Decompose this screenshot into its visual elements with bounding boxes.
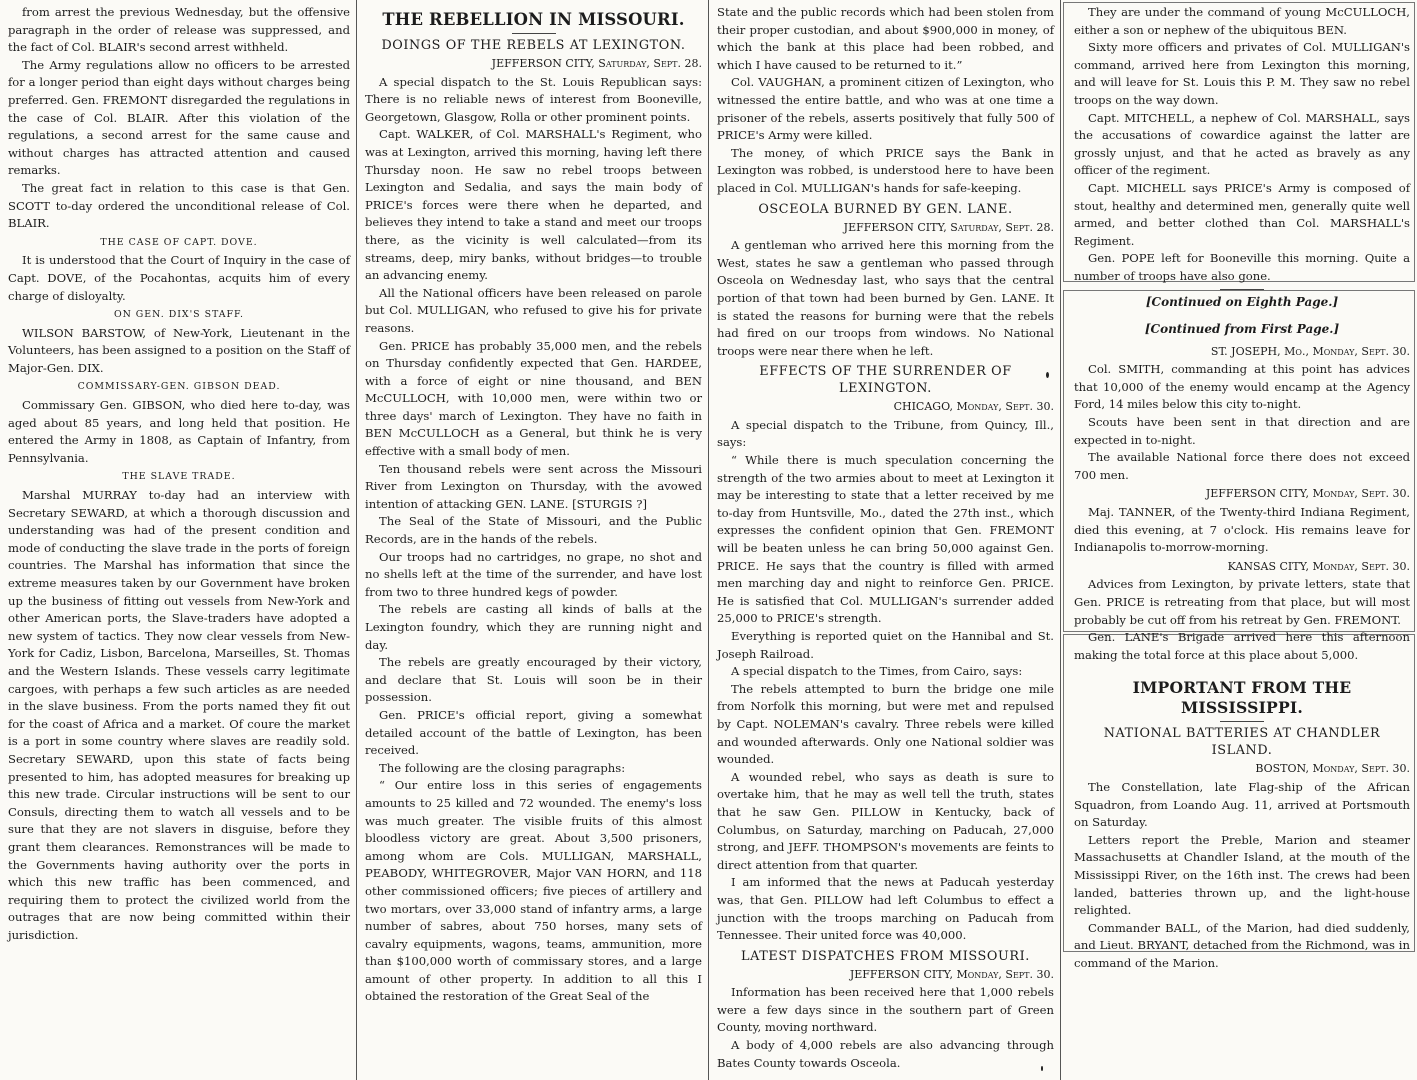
paragraph: A special dispatch to the Times, from Cairo, says: <box>731 664 1023 679</box>
subhead-dix-staff: ON GEN. DIX'S STAFF. <box>113 309 245 321</box>
paragraph: Information has been received here that 1,000 rebels were a few days since in the southern part of Green County, moving northward. <box>717 985 1054 1035</box>
paragraph: A gentleman who arrived here this morning from the West, states he saw a gentleman who passed through Osceola on Wednesday last, who says that the central portion of that town had been burned by Gen. LANE. It is stated the reasons for burning were that the rebels had fired on our troops from windows. No National troops were near there when he left. <box>717 238 1054 358</box>
dateline: ST. JOSEPH, Mo., Monday, Sept. 30. <box>1210 344 1410 358</box>
paragraph: Everything is reported quiet on the Hannibal and St. Joseph Railroad. <box>717 629 1054 661</box>
paragraph: The Constellation, late Flag-ship of the African Squadron, from Loando Aug. 11, arrived at Portsmouth on Saturday. <box>1074 779 1410 830</box>
ink-speck <box>1046 372 1049 378</box>
paragraph: The money, of which PRICE says the Bank in Lexington was robbed, is understood here to have been placed in Col. MULLIGAN's hands for safe-keeping. <box>717 145 1054 195</box>
paragraph: Commissary Gen. GIBSON, who died here to-day, was aged about 85 years, and long held that position. He entered the Army in 1808, as Captain of Infantry, from Pennsylvania. <box>8 398 350 465</box>
dateline: KANSAS CITY, Monday, Sept. 30. <box>1227 559 1410 573</box>
paragraph: “ While there is much speculation concerning the strength of the two armies about to meet at Lexington it may be interesting to state that a letter received by me to-day from Huntsville, Mo., dated the 27th inst., which expresses the confident opinion that Gen. FREMONT will be beaten unless he can bring 50,000 against Gen. PRICE. He says that the country is filled with armed men marching day and night to reinforce Gen. PRICE. He is satisfied that Col. MULLIGAN's surrender added 25,000 to PRICE's strength. <box>717 453 1054 626</box>
column-3 <box>709 0 1060 1080</box>
paragraph: A special dispatch to the Tribune, from Quincy, Ill., says: <box>717 417 1054 450</box>
paragraph: All the National officers have been released on parole but Col. MULLIGAN, who refused to give his for private reasons. <box>365 285 702 335</box>
paragraph: The Seal of the State of Missouri, and the Public Records, are in the hands of the rebels. <box>365 514 702 547</box>
paragraph: A body of 4,000 rebels are also advancing through Bates County towards Osceola. <box>717 1038 1054 1070</box>
paragraph: The rebels are greatly encouraged by their victory, and declare that St. Louis will soon be in their possession. <box>365 655 702 705</box>
paragraph: Gen. PRICE's official report, giving a somewhat detailed account of the battle of Lexington, has been received. <box>365 707 702 758</box>
column-rule-3 <box>1060 0 1061 1080</box>
column-1 <box>0 0 356 1080</box>
paragraph: WILSON BARSTOW, of New-York, Lieutenant in the Volunteers, has been assigned to a position on the Staff of Major-Gen. DIX. <box>8 325 350 375</box>
headline-rule <box>1220 721 1264 722</box>
paragraph: Advices from Lexington, by private letters, state that Gen. PRICE is retreating from that place, but will most probably be cut off from his retreat by Gen. FREMONT. <box>1074 577 1410 627</box>
paragraph: I am informed that the news at Paducah yesterday was, that Gen. PILLOW had left Columbus to effect a junction with the troops marching on Paducah from Tennessee. Their united force was 40,000. <box>717 875 1054 943</box>
headline-rule <box>512 33 556 34</box>
paragraph: Marshal MURRAY to-day had an interview with Secretary SEWARD, at which a thorough discussion and understanding was had of the present condition and mode of conducting the slave trade in the ports of foreign countries. The Marshal has information that since the extreme measures taken by our Government have broken up the business of fitting out vessels from New-York and other American ports, the Slave-traders have adopted a new system of tactics. They now clear vessels from New-York for Cadiz, Lisbon, Barcelona, Marseilles, St. Thomas and the Western Islands. These vessels carry legitimate cargoes, with perhaps a few such articles as are needed in the slave business. From the ports named they fit out for the coast of Africa and a market. Of coure the market is a port in some country where slaves are readily sold. Secretary SEWARD, upon this state of facts being presented to him, has adopted measures for breaking up this new trade. Circular instructions will be sent to our Consuls, directing them to watch all vessels and to be sure that they are not slavers in disguise, before they grant them clearances. Remonstrances will be made to the Governments having authority over the ports in which this new traffic has been commenced, and requiring them to protect the civilized world from the outrages that are now being committed within their jurisdiction. <box>8 488 350 942</box>
paragraph: Col. SMITH, commanding at this point has advices that 10,000 of the enemy would encamp at the Agency Ford, 14 miles below this city to-night. <box>1074 362 1410 412</box>
paragraph: Scouts have been sent in that direction and are expected in to-night. <box>1074 415 1410 447</box>
continued-from-first-page: [Continued from First Page.] <box>1144 322 1340 337</box>
paragraph: State and the public records which had been stolen from their proper custodian, and about $900,000 in money, of which the bank at this place had been robbed, and which I have caused to be returned to it.” <box>717 5 1054 72</box>
paragraph: A special dispatch to the St. Louis Republican says: There is no reliable news of interest from Booneville, Georgetown, Glasgow, Rolla or other prominent points. <box>365 74 702 124</box>
dateline: JEFFERSON CITY, Saturday, Sept. 28. <box>491 57 702 70</box>
paragraph: Capt. WALKER, of Col. MARSHALL's Regiment, who was at Lexington, arrived this morning, having left there Thursday noon. He saw no rebel troops between Lexington and Sedalia, and says the main body of PRICE's forces were there when he departed, and believes they intend to take a stand and meet our troops there, as the vicinity is well calculated—from its streams, deep, miry banks, without bridges—to trouble an advancing enemy. <box>365 127 702 283</box>
column-2 <box>357 0 708 1080</box>
dateline: JEFFERSON CITY, Saturday, Sept. 28. <box>843 220 1054 234</box>
headline-osceola-burned: OSCEOLA BURNED BY GEN. LANE. <box>758 201 1013 217</box>
headline-latest-dispatches: LATEST DISPATCHES FROM MISSOURI. <box>741 948 1030 964</box>
paragraph: “ Our entire loss in this series of engagements amounts to 25 killed and 72 wounded. The enemy's loss was much greater. The visible fruits of this almost bloodless victory are great. About 3,500 prisoners, among whom are Cols. MULLIGAN, MARSHALL, PEABODY, WHITEGROVER, Major VAN HORN, and 118 other commissioned officers; five pieces of artillery and two mortars, over 33,000 stand of infantry arms, a large number of sabres, about 750 horses, many sets of cavalry equipments, wagons, teams, ammunition, more than $100,000 worth of commissary stores, and a large amount of other property. In addition to all this I obtained the restoration of the Great Seal of the <box>365 778 702 1004</box>
ink-speck <box>1041 1066 1043 1071</box>
paragraph: The great fact in relation to this case is that Gen. SCOTT to-day ordered the unconditional release of Col. BLAIR. <box>8 180 350 231</box>
column-4 <box>1064 0 1416 1080</box>
paragraph: from arrest the previous Wednesday, but the offensive paragraph in the order of release was suppressed, and the fact of Col. BLAIR's second arrest withheld. <box>8 5 350 55</box>
paragraph: Gen. LANE's Brigade arrived here this afternoon making the total force at this place about 5,000. <box>1074 630 1410 662</box>
paragraph: Letters report the Preble, Marion and steamer Massachusetts at Chandler Island, at the mouth of the Mississippi River, on the 16th inst. The crews had been landed, batteries thrown up, and the light-house relighted. <box>1074 832 1410 918</box>
paragraph: The Army regulations allow no officers to be arrested for a longer period than eight days without charges being preferred. Gen. FREMONT disregarded the regulations in the case of Col. BLAIR. After this violation of the regulations, a second arrest for the same cause and without charges has attracted attention and caused remarks. <box>8 57 350 178</box>
headline-effects-surrender: EFFECTS OF THE SURRENDER OF LEXINGTON. <box>759 364 1012 397</box>
paragraph: The available National force there does not exceed 700 men. <box>1074 450 1410 482</box>
paragraph: Gen. POPE left for Booneville this morning. Quite a number of troops have also gone. <box>1074 251 1410 283</box>
paragraph: Capt. MITCHELL, a nephew of Col. MARSHALL, says the accusations of cowardice against the latter are grossly unjust, and that he acted as bravely as any officer of the regiment. <box>1074 110 1410 178</box>
paragraph: Maj. TANNER, of the Twenty-third Indiana Regiment, died this evening, at 7 o'clock. His remains leave for Indianapolis to-morrow-morning. <box>1074 505 1410 555</box>
paragraph: The following are the closing paragraphs: <box>379 760 626 775</box>
paragraph: Commander BALL, of the Marion, had died suddenly, and Lieut. BRYANT, detached from the Richmond, was in command of the Marion. <box>1074 920 1410 970</box>
paragraph: The rebels attempted to burn the bridge one mile from Norfolk this morning, but were met and repulsed by Capt. NOLEMAN's cavalry. Three rebels were killed and wounded afterwards. Only one National soldier was wounded. <box>717 681 1054 767</box>
subhead-national-batteries: NATIONAL BATTERIES AT CHANDLER ISLAND. <box>1103 726 1381 759</box>
paragraph: The rebels are casting all kinds of balls at the Lexington foundry, which they are running night and day. <box>365 602 702 652</box>
dateline: BOSTON, Monday, Sept. 30. <box>1255 762 1410 776</box>
paragraph: Gen. PRICE has probably 35,000 men, and the rebels on Thursday confidently expected that Gen. HARDEE, with a force of eight or nine thousand, and BEN McCULLOCH, with 10,000 men, were within two or three days' march of Lexington. They have no faith in BEN McCULLOCH as a General, but think he is very effective with a small body of men. <box>365 338 702 459</box>
subhead-gibson-dead: COMMISSARY-GEN. GIBSON DEAD. <box>77 381 281 393</box>
paragraph: Ten thousand rebels were sent across the Missouri River from Lexington on Thursday, with the avowed intention of attacking GEN. LANE. [STURGIS ?] <box>365 461 702 511</box>
subhead-doings-lexington: DOINGS OF THE REBELS AT LEXINGTON. <box>381 38 686 53</box>
subhead-slave-trade: THE SLAVE TRADE. <box>122 471 236 483</box>
paragraph: Sixty more officers and privates of Col. MULLIGAN's command, arrived here from Lexington this morning, and will leave for St. Louis this P. M. They saw no rebel troops on the way down. <box>1074 40 1410 107</box>
paragraph: They are under the command of young McCULLOCH, either a son or nephew of the ubiquitous BEN. <box>1074 5 1410 37</box>
paragraph: It is understood that the Court of Inquiry in the case of Capt. DOVE, of the Pocahontas, acquits him of every charge of disloyalty. <box>8 253 350 303</box>
paragraph: A wounded rebel, who says as death is sure to overtake him, that he may as well tell the truth, states that he saw Gen. PILLOW in Kentucky, back of Columbus, on Saturday, marching on Paducah, 27,000 strong, and JEFF. THOMPSON's movements are feints to direct attention from that quarter. <box>717 769 1054 872</box>
headline-rebellion-missouri: THE REBELLION IN MISSOURI. <box>382 10 685 29</box>
dateline: JEFFERSON CITY, Monday, Sept. 30. <box>1205 487 1410 501</box>
continued-on-eighth-page: [Continued on Eighth Page.] <box>1145 294 1339 309</box>
dateline: CHICAGO, Monday, Sept. 30. <box>893 400 1054 414</box>
paragraph: Col. VAUGHAN, a prominent citizen of Lexington, who witnessed the entire battle, and who was at one time a prisoner of the rebels, asserts positively that fully 500 of PRICE's Army were killed. <box>717 75 1054 143</box>
section-rule <box>1220 289 1264 290</box>
paragraph: Our troops had no cartridges, no grape, no shot and no shells left at the time of the surrender, and have lost from two to three hundred kegs of powder. <box>365 549 702 599</box>
subhead-case-of-dove: THE CASE OF CAPT. DOVE. <box>100 236 258 248</box>
headline-important-mississippi: IMPORTANT FROM THE MISSISSIPPI. <box>1132 678 1352 718</box>
paragraph: Capt. MICHELL says PRICE's Army is composed of stout, healthy and determined men, generally quite well armed, and better clothed than Col. MARSHALL's Regiment. <box>1074 180 1410 248</box>
dateline: JEFFERSON CITY, Monday, Sept. 30. <box>849 967 1054 981</box>
